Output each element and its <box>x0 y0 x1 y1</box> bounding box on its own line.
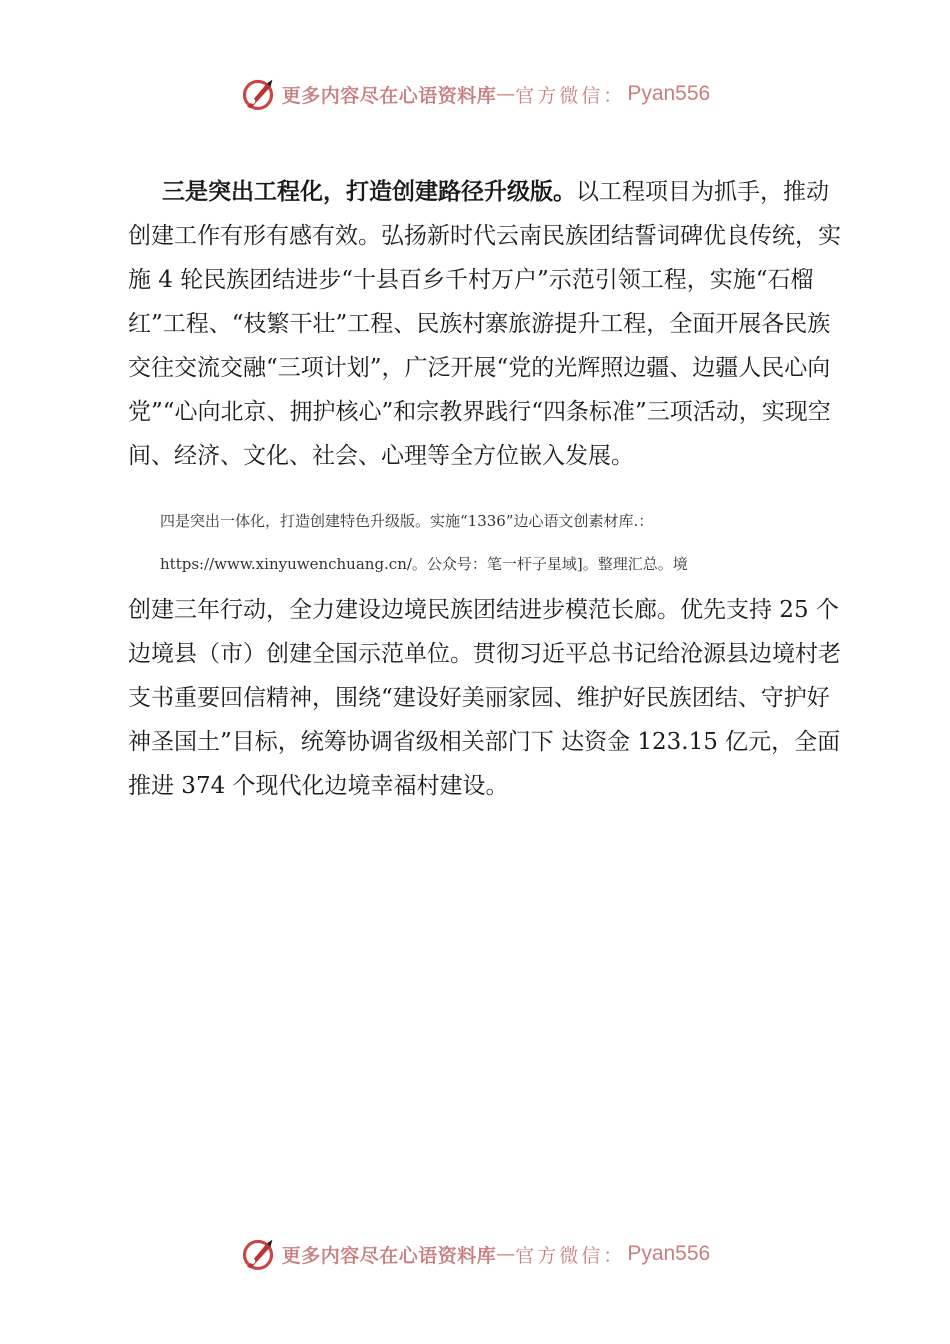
banner-separator: — <box>496 83 516 105</box>
footer-wechat-label: 官方微信： <box>515 1244 626 1267</box>
paragraph-three-body: 以工程项目为抓手，推动创建工作有形有感有效。弘扬新时代云南民族团结誓词碑优良传统，实施 4 轮民族团结进步“十县百乡千村万户”示范引领工程，实施“石榴红”工程、“枝繁干壮”工程、民族村寨旅游提升工程，全面开展各民族交往交流交融“三项计划”，广泛开展“党的光辉照边疆、边疆人民心向党”“心向北京、拥护核心”和宗教界践行“四条标准”三项活动，实现空间、经济、文化、社会、心理等全方位嵌入发展。 <box>128 179 841 469</box>
banner-wechat-id: Pyan556 <box>627 82 711 105</box>
footer-site-name: 更多内容尽在心语资料库 <box>281 1244 497 1267</box>
paragraph-three <box>128 170 848 478</box>
footer-wechat-id: Pyan556 <box>627 1242 711 1265</box>
paragraph-three-lead: 三是突出工程化，打造创建路径升级版。 <box>162 179 576 205</box>
footer-separator: — <box>496 1243 516 1265</box>
footer-banner <box>0 1232 950 1276</box>
paragraph-four: 创建三年行动，全力建设边境民族团结进步模范长廊。优先支持 25 个边境县（市）创建全国示范单位。贯彻习近平总书记给沧源县边境村老支书重要回信精神，围绕“建设好美丽家园、维护好民族团结、守护好神圣国土”目标，统筹协调省级相关部门下 达资金 123.15 亿元，全面推进 374 个现代化边境幸福村建设。 <box>128 597 841 799</box>
pen-logo-icon <box>240 1236 276 1272</box>
source-note: 四是突出一体化，打造创建特色升级版。实施“1336”边心语文创素材库.：https://www.xinyuwenchuang.cn/。公众号：笔一杆子星域]。整理汇总。境 <box>160 512 688 573</box>
pen-logo-icon <box>240 76 276 112</box>
banner-site-name: 更多内容尽在心语资料库 <box>281 84 497 107</box>
document-body <box>128 170 848 808</box>
header-banner <box>0 72 950 116</box>
banner-wechat-label: 官方微信： <box>515 84 626 107</box>
